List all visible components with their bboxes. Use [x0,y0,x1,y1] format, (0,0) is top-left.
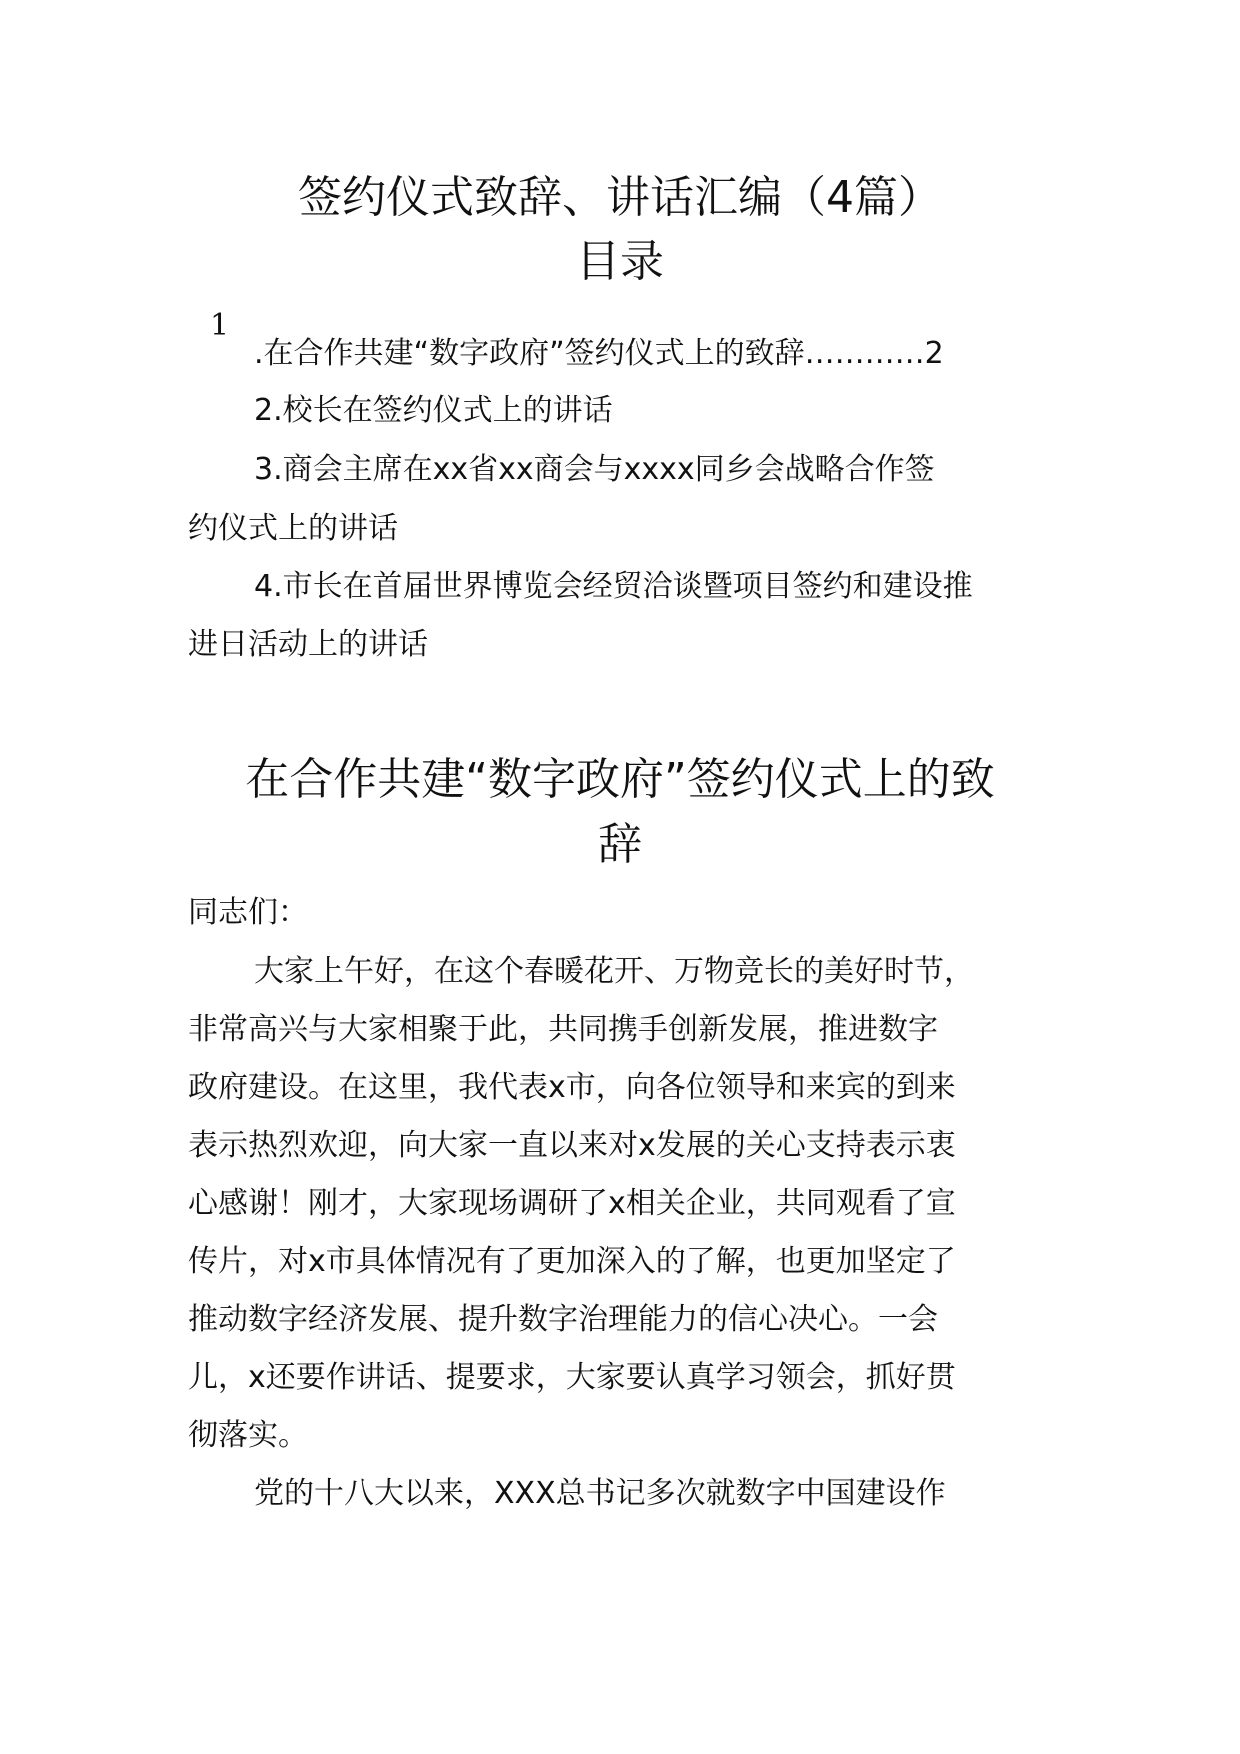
salutation: 同志们： [188,895,308,930]
body-line: 儿，x还要作讲话、提要求，大家要认真学习领会，抓好贯 [188,1360,956,1395]
body-line: 推动数字经济发展、提升数字治理能力的信心决心。一会 [188,1302,938,1337]
toc-item-4-line1: 4.市长在首届世界博览会经贸洽谈暨项目签约和建设推 [254,569,973,604]
body-line: 非常高兴与大家相聚于此，共同携手创新发展，推进数字 [188,1012,938,1047]
toc-item-3-line2: 约仪式上的讲话 [188,511,398,546]
toc-item-4-line2: 进日活动上的讲话 [188,627,428,662]
toc-item-1: .在合作共建“数字政府”签约仪式上的致辞…………2 [254,336,944,371]
toc-item-number: 1 [210,308,230,343]
article-title-line1: 在合作共建“数字政府”签约仪式上的致 [245,754,995,805]
body-line: 心感谢！刚才，大家现场调研了x相关企业，共同观看了宣 [188,1186,956,1221]
toc-item-2: 2.校长在签约仪式上的讲话 [254,393,613,428]
toc-heading: 目录 [576,236,664,287]
document-title: 签约仪式致辞、讲话汇编（4篇） [298,172,942,223]
toc-item-3-line1: 3.商会主席在xx省xx商会与xxxx同乡会战略合作签 [254,452,935,487]
body-line: 政府建设。在这里，我代表x市，向各位领导和来宾的到来 [188,1070,956,1105]
body-line: 大家上午好，在这个春暖花开、万物竞长的美好时节， [254,954,974,989]
article-title-line2: 辞 [598,819,642,870]
body-line: 党的十八大以来，XXX总书记多次就数字中国建设作 [254,1476,946,1511]
body-line: 表示热烈欢迎，向大家一直以来对x发展的关心支持表示衷 [188,1128,956,1163]
body-line: 彻落实。 [188,1418,308,1453]
body-line: 传片，对x市具体情况有了更加深入的了解，也更加坚定了 [188,1244,956,1279]
